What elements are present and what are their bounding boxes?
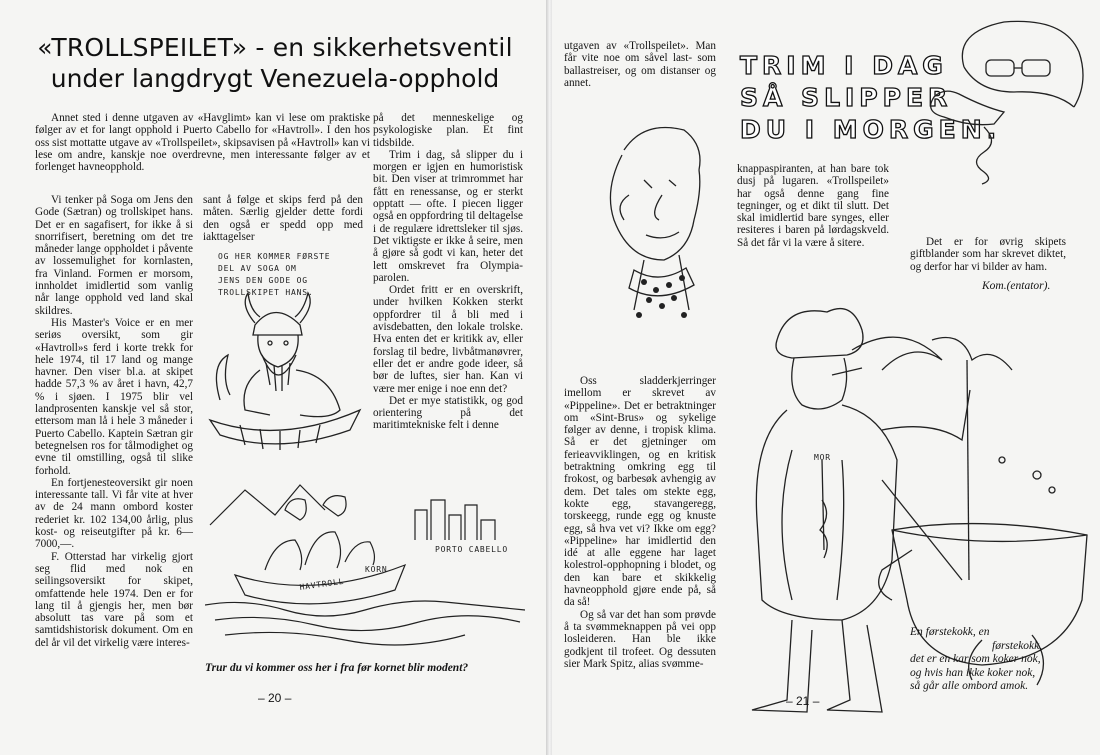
right-bottom-paragraph: Og så var det han som prøvde å ta svømmeknappen på vei opp losleideren. Han ble ikke godkjent til trofeet. Og dessuten sier Mark Spitz, alias svømme-	[564, 608, 716, 670]
poem-line: En førstekokk, en	[910, 626, 990, 638]
boat-label: HAVTROLL	[299, 576, 345, 592]
cargo-label: KORN	[365, 565, 388, 574]
col1-paragraph: His Master's Voice er en mer seriøs oversikt, som gir «Havtroll»s ferd i korte trekk for hele 1974, til 17 land og mange havner. Den viser bl.a. at skipet hadde 57,3 % av året i havn, 42,7 % i sjøen. I 1975 blir vel landprosenten kanskje vel så stor, ettersom man lå i hele 3 måneder i Puerto Cabello. Kaptein Sætran gir betegnelsen ros for tålmodighet og evne til omstilling, også til slike forhold.	[35, 316, 193, 477]
right-bottom-paragraph: Oss sladderkjerringer imellom er skrevet av «Pippeline». Det er betraktninger om «Sint-Brus» og sykelige følger av denne, i tropisk klima. Så er det gjetninger om ferieavviklingen, og en kritisk betraktning omkring egg til frokost, og barbesøk avhengig av dem. Det tales om stekte egg, kokte egg, stavangeregg, torskeegg, runde egg og knuste egg, så hva vet vi? Ikke om egg? «Pippeline» har imidlertid den idé at alle eggene har laget kolestrol-opphopning i blodet, og den kan bare et skikkelig havneopphold gjøre ende på, så da så!	[564, 375, 716, 609]
poem-line: så går alle ombord amok.	[910, 680, 1029, 692]
sketch-line: DEL AV SOGA OM	[218, 264, 297, 273]
trim-heading-line: SÅ SLIPPER	[740, 83, 953, 112]
sketch-line: OG HER KOMMER FØRSTE	[218, 252, 331, 261]
poem-line: førstekokk,	[992, 639, 1043, 652]
col1-paragraph: F. Otterstad har virkelig gjort seg flid med nok en seilingsoversikt for skipet, omfattende hele 1974. Den er for lang til å gjengis her, men bør absolutt tas vare på som et samtidshistorisk dokument. Om en del år vil det virkelig være interes-	[35, 550, 193, 649]
col3-paragraph: Ordet fritt er en overskrift, under hvilken Kokken sterkt oppfordrer til å bli med i avisdebatten, den lokale trolske. Hva enten det er kritikk av, eller forslag til bedre, livbåtmanøvrer, eller det er andre gode ideer, så bør de luftes, sier han. Kan vi være mer enige i noe enn det?	[373, 284, 523, 395]
viking-drawing	[200, 245, 370, 460]
side-note-text: Det er for øvrig skipets giftblander som har skrevet diktet, og derfor har vi bilder av ham.	[910, 236, 1066, 273]
left-page	[0, 0, 548, 755]
column-2	[203, 194, 363, 243]
col3-paragraph: Det er mye statistikk, og god orientering på det maritimtekniske felt i denne	[373, 394, 523, 432]
sketch-line: TROLLSKIPET HANS.	[218, 288, 314, 297]
col3-paragraph: på det menneskelige og psykologiske plan. Et fint tidsbilde.	[373, 112, 523, 149]
article-title-line2: under langdrygt Venezuela-opphold	[50, 64, 500, 93]
column-1	[35, 194, 193, 649]
right-column-bottom	[564, 375, 716, 670]
right-col-paragraph: utgaven av «Trollspeilet». Man får vite noe om såvel last- som ballastreiser, og om distanser og annet.	[564, 40, 716, 89]
right-page	[552, 0, 1100, 755]
sketch-line: JENS DEN GODE OG	[218, 276, 308, 285]
apron-label: MOR	[814, 453, 831, 462]
trim-heading-line: TRIM I DAG	[740, 51, 948, 80]
right-mid-paragraph: knappaspiranten, at han bare tok dusj på lugaren. «Trollspeilet» har også denne gang fine tegninger, og et dikt til slutt. Det skal imidlertid bare synges, eller resiteres i baren på lørdagskveld. Så det får vi la være å sitere.	[737, 163, 889, 249]
col1-paragraph: En fortjenesteoversikt gir noen interessante tall. Vi får vite at hver av de 24 mann ombord koster rederiet kr. 102 134,00 årlig, plus kost- og reiseutgifter på kr. 6—7000,—.	[35, 476, 193, 551]
poem-line: og hvis han ikke koker nok,	[910, 666, 1036, 679]
intro-text: Annet sted i denne utgaven av «Havglimt» kan vi lese om praktiske følger av et for langt opphold i Puerto Cabello for «Havtroll». I den hos oss sist mottatte utgave av «Trollspeilet», skipsavisen på «Havtroll» kan vi lese om andre, kanskje noe overdrevne, men interessante følger av et forlenget havneopphold.	[35, 112, 370, 174]
intro-paragraph	[35, 112, 370, 173]
col3-paragraph: Trim i dag, så slipper du i morgen er igjen en humoristisk bit. Den viser at trimrommet har fått en renessanse, og er sterkt opptatt — ofte. I piecen ligger også en oppfordring til deltagelse i de regulære idrettsleker til sjøs. Det viktigste er ikke å seire, men å gjøre så godt vi kan, heter det lett omskrevet fra Olympia-parolen.	[373, 148, 523, 284]
cook-portrait-drawing	[574, 110, 724, 345]
port-label: PORTO CABELLO	[435, 545, 509, 554]
column-3	[373, 112, 523, 432]
signature: Kom.(entator).	[982, 280, 1051, 292]
right-column-top	[564, 40, 716, 89]
col1-paragraph: Vi tenker på Soga om Jens den Gode (Sætran) og trollskipet hans. Det er en sagafisert, for ikke å si snorrifisert, beretning om det tre måneder lange oppholdet i påvente av lossemulighet for kornlasten, fra Vinland. Formen er morsom, innholdet imidlertid som vanlig når lange opphold ved land skal skildres.	[35, 194, 193, 317]
poem-caption	[910, 626, 1070, 694]
glasses-face-drawing	[924, 12, 1094, 187]
cartoon-caption: Trur du vi kommer oss her i fra før kornet blir modent?	[205, 662, 469, 674]
page-number-right: – 21 –	[786, 694, 820, 708]
col2-paragraph: sant å følge et skips ferd på den måten. Særlig gjelder dette fordi den også er spedd opp med iakttagelser	[203, 194, 363, 243]
article-title-line1: «TROLLSPEILET» - en sikkerhetsventil	[37, 33, 513, 62]
poem-line: det er en kar som koker nok,	[910, 653, 1041, 665]
side-note	[910, 236, 1066, 273]
page-number-left: – 20 –	[258, 691, 292, 705]
right-column-mid	[737, 163, 889, 249]
boat-cartoon	[205, 470, 530, 655]
trim-heading-line: DU I MORGEN.	[740, 115, 1002, 144]
